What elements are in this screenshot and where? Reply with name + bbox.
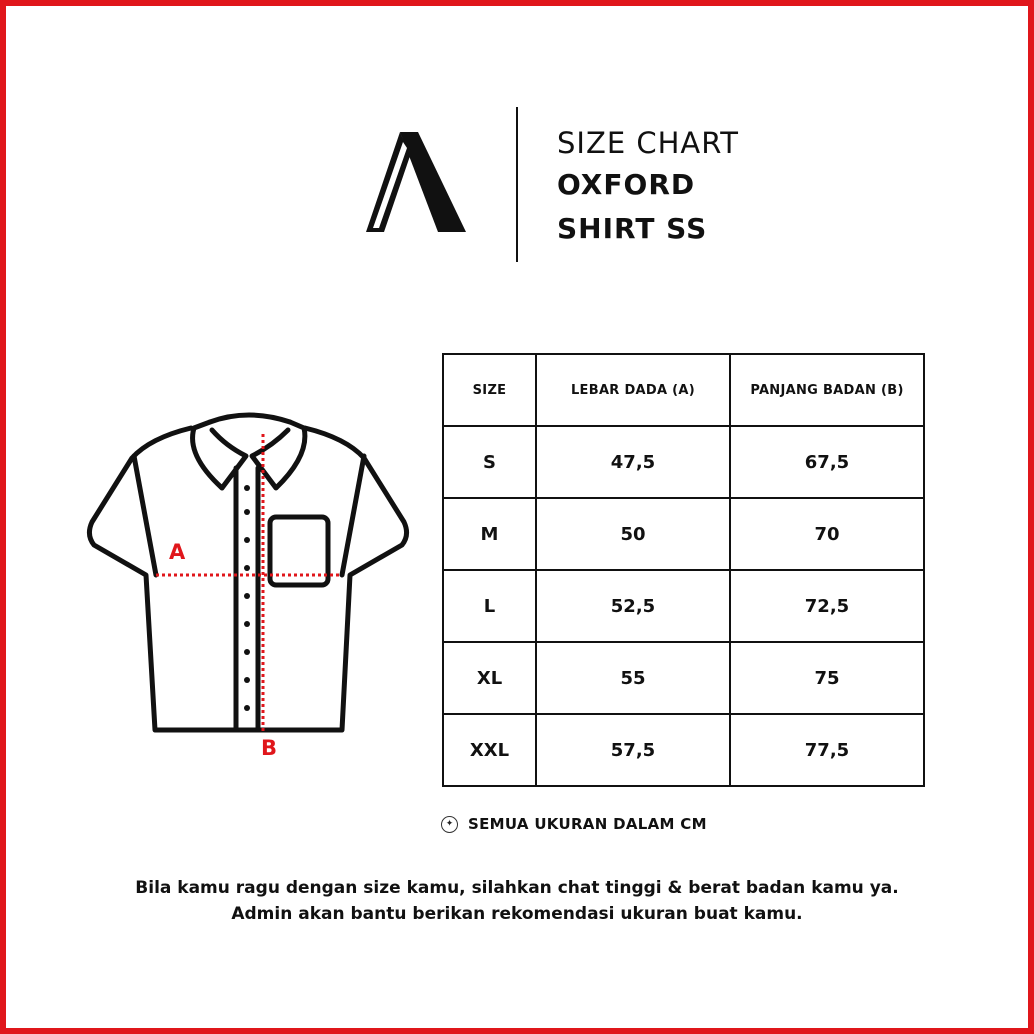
units-note-text: SEMUA UKURAN DALAM CM — [468, 815, 707, 833]
header-chest-width: LEBAR DADA (A) — [536, 354, 730, 426]
table-row — [443, 642, 924, 714]
table-row — [443, 426, 924, 498]
body-length-cell: 72,5 — [730, 570, 924, 642]
header-divider — [516, 107, 518, 262]
body-length-cell: 77,5 — [730, 714, 924, 786]
body-length-cell: 67,5 — [730, 426, 924, 498]
body-length-cell: 70 — [730, 498, 924, 570]
size-cell: XXL — [443, 714, 536, 786]
chest-width-cell: 52,5 — [536, 570, 730, 642]
sparkle-circle-icon: ✦ — [441, 816, 458, 833]
table-row — [443, 570, 924, 642]
size-cell: XL — [443, 642, 536, 714]
header-body-length: PANJANG BADAN (B) — [730, 354, 924, 426]
measurement-label-b: B — [261, 736, 278, 760]
chest-width-cell: 50 — [536, 498, 730, 570]
table-row — [443, 498, 924, 570]
chest-width-cell: 47,5 — [536, 426, 730, 498]
size-cell: L — [443, 570, 536, 642]
measurement-label-a: A — [169, 540, 186, 564]
table-row — [443, 714, 924, 786]
title-size-chart: SIZE CHART — [557, 126, 740, 160]
table-header-row — [443, 354, 924, 426]
title-product-line2: SHIRT SS — [557, 212, 708, 245]
body-length-cell: 75 — [730, 642, 924, 714]
size-cell: S — [443, 426, 536, 498]
shirt-illustration-icon — [84, 410, 414, 760]
size-cell: M — [443, 498, 536, 570]
chest-width-cell: 57,5 — [536, 714, 730, 786]
header-size: SIZE — [443, 354, 536, 426]
chest-width-cell: 55 — [536, 642, 730, 714]
size-table — [442, 353, 925, 787]
units-note — [441, 815, 707, 833]
footer-line-2: Admin akan bantu berikan rekomendasi ukuran buat kamu. — [231, 904, 803, 924]
footer-message — [0, 875, 1034, 927]
title-product-line1: OXFORD — [557, 168, 696, 201]
footer-line-1: Bila kamu ragu dengan size kamu, silahkan chat tinggi & berat badan kamu ya. — [135, 878, 899, 898]
brand-logo-icon — [362, 128, 470, 236]
